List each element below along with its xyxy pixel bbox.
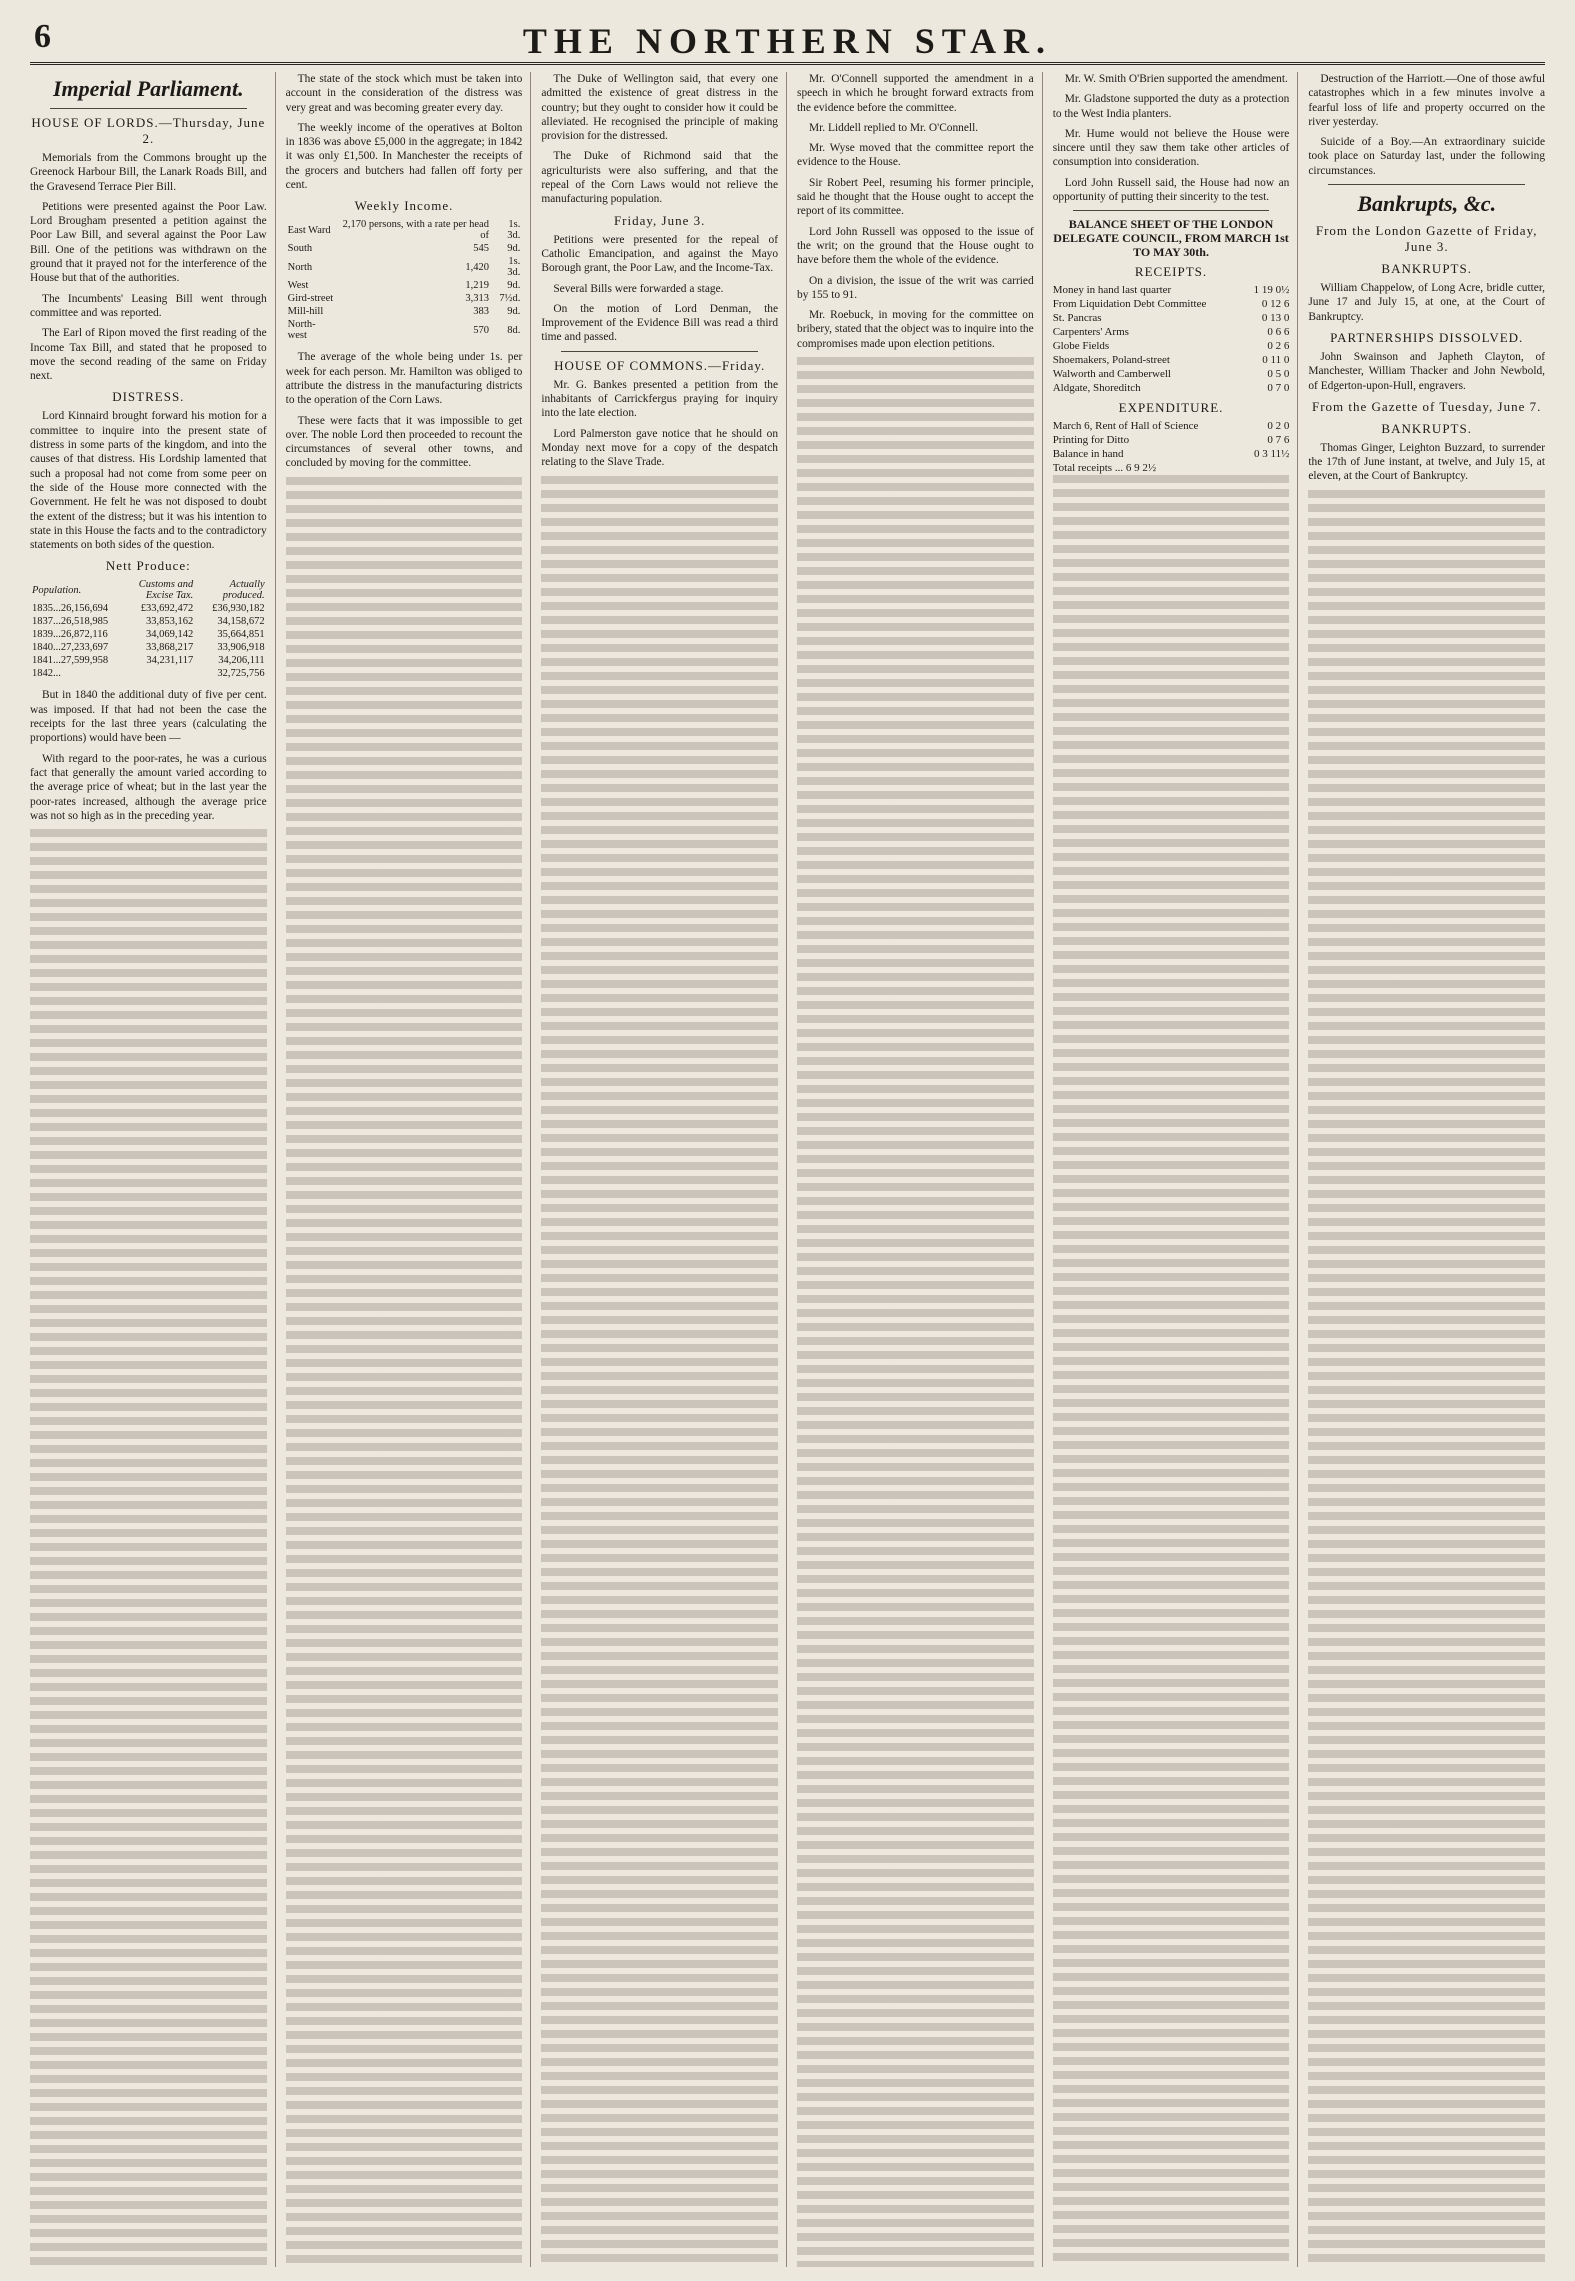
table-row <box>286 318 523 342</box>
table-row <box>286 242 523 255</box>
list-item <box>1053 447 1290 461</box>
list-item <box>1053 353 1290 367</box>
column-2 <box>286 72 532 2267</box>
cell: 1835...26,156,694 <box>32 603 109 615</box>
paragraph: On the motion of Lord Denman, the Improvement of the Evidence Bill was read a third time and passed. <box>541 302 779 344</box>
list-item <box>1053 339 1290 353</box>
cell: 9d. <box>507 280 521 292</box>
list-item <box>1053 419 1290 433</box>
paragraph: William Chappelow, of Long Acre, bridle cutter, June 17 and July 15, at one, at the Court of Bankruptcy. <box>1308 282 1546 323</box>
text-body <box>286 477 523 2267</box>
expenditure-heading: EXPENDITURE. <box>1118 400 1224 416</box>
item-label: March 6, Rent of Hall of Science <box>1052 420 1199 433</box>
wards-table <box>286 218 523 342</box>
cell: 3,313 <box>465 293 489 305</box>
cell: East Ward <box>287 224 331 236</box>
paragraph: Lord Kinnaird brought forward his motion for a committee to inquire into the present state of distress in some parts of the kingdom, and into the causes of that distress. His Lordship lamented that such a proposal had not come from some peer on the side of the House more connected with the Government. He felt he was not disposed to doubt the extent of the distress; but it was his intention to state in this House the facts and to the contradictory statements on both sides of the question. <box>30 410 267 552</box>
divider <box>1073 210 1270 211</box>
item-label: Globe Fields <box>1052 340 1110 353</box>
column-1 <box>30 72 276 2267</box>
list-item <box>1053 325 1290 339</box>
item-label: From Liquidation Debt Committee <box>1052 298 1207 311</box>
paragraph: The average of the whole being under 1s. per week for each person. Mr. Hamilton was obliged to attribute the distress in the manufacturing districts to the operation of the Corn Laws. <box>285 351 523 407</box>
cell: 2,170 persons, with a rate per head of <box>342 219 489 242</box>
cell: 33,853,162 <box>146 616 194 628</box>
divider <box>561 351 758 352</box>
item-amount: 0 11 0 <box>1262 354 1290 367</box>
item-label: Balance in hand <box>1052 448 1124 461</box>
paragraph: Mr. Hume would not believe the House were sincere until they saw them take other articles of consumption into consideration. <box>1052 127 1290 169</box>
item-amount: 0 6 6 <box>1267 326 1290 339</box>
table-row <box>30 654 267 667</box>
column-4 <box>797 72 1043 2267</box>
cell: 34,231,117 <box>146 655 194 667</box>
cell: 33,906,918 <box>217 642 265 654</box>
table-header: Customs and Excise Tax. <box>138 579 194 602</box>
column-5 <box>1053 72 1299 2267</box>
cell: 34,069,142 <box>146 629 194 641</box>
cell: 1839...26,872,116 <box>32 629 108 641</box>
text-body <box>1053 475 1290 2267</box>
paragraph: Mr. Wyse moved that the committee report the evidence to the House. <box>797 142 1034 169</box>
table-row <box>30 602 267 615</box>
item-label: Aldgate, Shoreditch <box>1052 382 1141 395</box>
column-6 <box>1308 72 1545 2267</box>
item-label: Printing for Ditto <box>1052 434 1130 447</box>
item-amount: 0 3 11½ <box>1254 448 1290 461</box>
cell: 1,219 <box>465 280 489 292</box>
cell: 8d. <box>507 324 521 336</box>
list-item <box>1053 297 1290 311</box>
section-title: Imperial Parliament. <box>52 76 244 101</box>
paragraph: Destruction of the Harriott.—One of those awful catastrophes which in a few minutes involve a fearful loss of life and property occurred on the river yesterday. <box>1308 73 1546 128</box>
item-amount: 0 12 6 <box>1261 298 1290 311</box>
columns <box>30 72 1545 2267</box>
cell: 1s. 3d. <box>507 219 521 242</box>
cell <box>110 667 195 680</box>
list-item <box>1053 381 1290 395</box>
text-body <box>797 357 1034 2267</box>
bankrupts-heading: BANKRUPTS. <box>1381 261 1472 277</box>
table-row <box>286 279 523 292</box>
table-header: Population. <box>32 584 82 596</box>
cell: 1842... <box>32 668 61 680</box>
item-amount: 0 2 6 <box>1267 340 1290 353</box>
cell: 7½d. <box>499 293 521 305</box>
cell: 570 <box>473 324 489 336</box>
table-row <box>286 292 523 305</box>
cell: 1837...26,518,985 <box>32 616 109 628</box>
paragraph: Sir Robert Peel, resuming his former principle, said he thought that the House ought to accept the report of its committee. <box>797 176 1034 218</box>
paragraph: Mr. O'Connell supported the amendment in a speech in which he brought forward extracts from the evidence before the committee. <box>797 73 1034 114</box>
cell: North-west <box>287 319 316 342</box>
paragraph: Mr. Roebuck, in moving for the committee on bribery, stated that the object was to inquire into the compromises made upon election petitions. <box>797 309 1034 350</box>
text-body <box>30 829 267 2267</box>
cell: £33,692,472 <box>140 603 194 615</box>
paragraph: Lord Palmerston gave notice that he should on Monday next move for a copy of the despatch relating to the Slave Trade. <box>541 427 779 469</box>
text-body <box>1308 490 1545 2267</box>
cell: 383 <box>473 306 489 318</box>
table-row <box>286 305 523 318</box>
paragraph: Lord John Russell said, the House had now an opportunity of putting their sincerity to the test. <box>1052 176 1290 204</box>
cell: North <box>287 261 313 273</box>
column-3 <box>541 72 787 2267</box>
paragraph: Suicide of a Boy.—An extraordinary suicide took place on Saturday last, under the following circumstances. <box>1308 136 1546 177</box>
divider <box>1328 184 1525 185</box>
item-label: Money in hand last quarter <box>1052 284 1172 297</box>
bankrupts-heading: BANKRUPTS. <box>1381 420 1472 436</box>
cell: £36,930,182 <box>212 603 265 615</box>
item-label: St. Pancras <box>1052 312 1102 325</box>
cell: West <box>287 280 309 292</box>
page-number: 6 <box>34 18 51 55</box>
cell: 1840...27,233,697 <box>32 642 109 654</box>
house-heading: HOUSE OF LORDS.—Thursday, June 2. <box>31 115 266 146</box>
balance-sheet-title: BALANCE SHEET OF THE LONDON DELEGATE COUNCIL, FROM MARCH 1st TO MAY 30th. <box>1053 217 1289 260</box>
distress-heading: DISTRESS. <box>112 389 185 405</box>
paragraph: Mr. Liddell replied to Mr. O'Connell. <box>809 121 979 134</box>
item-label: Walworth and Camberwell <box>1052 368 1171 381</box>
item-label: Carpenters' Arms <box>1052 326 1129 339</box>
item-amount: 0 5 0 <box>1267 368 1290 381</box>
paragraph: Petitions were presented against the Poor Law. Lord Brougham presented a petition against the Poor Law Bill, and several against the Poor Law Bill. One of the petitions was withdrawn on the ground that it prayed not for the interference of the House but that of the authorities. <box>30 200 267 285</box>
item-amount: 0 13 0 <box>1261 312 1290 325</box>
text-body <box>541 476 778 2267</box>
item-amount: 0 2 0 <box>1267 420 1290 433</box>
cell: 9d. <box>507 243 521 255</box>
paragraph: On a division, the issue of the writ was carried by 155 to 91. <box>797 274 1034 301</box>
paragraph: Thomas Ginger, Leighton Buzzard, to surrender the 17th of June instant, at twelve, and July 15, at eleven, at the Court of Bankruptcy. <box>1308 441 1546 483</box>
cell: 1841...27,599,958 <box>32 655 109 667</box>
table-caption: Weekly Income. <box>354 198 454 214</box>
item-amount: 1 19 0½ <box>1253 284 1290 297</box>
paragraph: The Duke of Wellington said, that every one admitted the existence of great distress in the country; but they ought to consider how it could be alleviated. He recognised the principle of making provision for the distressed. <box>541 73 779 143</box>
receipts-heading: RECEIPTS. <box>1134 264 1208 280</box>
partnerships-heading: PARTNERSHIPS DISSOLVED. <box>1330 329 1524 345</box>
cell: South <box>287 243 313 255</box>
paragraph: The Earl of Ripon moved the first reading of the Income Tax Bill, and stated that he proposed to move the second reading of the same on Friday next. <box>30 327 267 383</box>
paragraph: Mr. Gladstone supported the duty as a protection to the West India planters. <box>1052 93 1290 120</box>
revenue-table <box>30 578 267 680</box>
paragraph: With regard to the poor-rates, he was a curious fact that generally the amount varied according to the average price of wheat; but in the last year the poor-rates increased, although the average price was not so high as in the preceding year. <box>30 752 267 822</box>
date-heading: Friday, June 3. <box>613 212 706 228</box>
list-item <box>1053 283 1290 297</box>
paragraph: Lord John Russell was opposed to the issue of the writ; on the ground that the House ought to have before them the whole of the evidence. <box>797 225 1034 267</box>
table-row <box>30 615 267 628</box>
paragraph: But in 1840 the additional duty of five per cent. was imposed. If that had not been the case the receipts for the last three years (calculating the proportions) would have been — <box>30 689 267 745</box>
table-caption: Nett Produce: <box>105 558 191 574</box>
paragraph: Memorials from the Commons brought up the Greenock Harbour Bill, the Lanark Roads Bill, and the Gravesend Terrace Pier Bill. <box>30 152 267 193</box>
paragraph: John Swainson and Japheth Clayton, of Manchester, William Thacker and John Newbold, of Edgerton-upon-Hull, engravers. <box>1308 350 1546 392</box>
paragraph: Petitions were presented for the repeal of Catholic Emancipation, and against the Mayo Borough grant, the Poor Law, and the Income-Tax. <box>541 233 779 275</box>
cell: 9d. <box>507 306 521 318</box>
table-row <box>30 667 267 680</box>
cell: 33,868,217 <box>146 642 194 654</box>
paragraph: Mr. G. Bankes presented a petition from the inhabitants of Carrickfergus praying for inquiry into the late election. <box>541 378 779 420</box>
paragraph: These were facts that it was impossible to get over. The noble Lord then proceeded to recount the circumstances of several other towns, and concluded by moving for the committee. <box>285 414 523 470</box>
house-heading: HOUSE OF COMMONS.—Friday. <box>554 357 766 373</box>
paragraph: The Incumbents' Leasing Bill went through committee and was reported. <box>30 292 267 319</box>
cell: 35,664,851 <box>217 629 265 641</box>
divider <box>50 108 247 109</box>
newspaper-title: THE NORTHERN STAR. <box>522 21 1053 61</box>
paragraph: The state of the stock which must be taken into account in the consideration of the distress was very great and was becoming greater every day. <box>285 73 523 114</box>
cell: 32,725,756 <box>217 668 265 680</box>
list-item <box>1053 433 1290 447</box>
item-amount: 0 7 6 <box>1267 434 1290 447</box>
gazette-line: From the London Gazette of Friday, June 3. <box>1315 223 1538 255</box>
table-row <box>286 255 523 279</box>
cell: 34,158,672 <box>217 616 265 628</box>
gazette-line: From the Gazette of Tuesday, June 7. <box>1311 398 1542 414</box>
cell: 1,420 <box>465 261 489 273</box>
paragraph: The Duke of Richmond said that the agriculturists were also suffering, and that the repeal of the Corn Laws would not relieve the manufacturing population. <box>541 150 779 206</box>
item-amount: 0 7 0 <box>1267 382 1290 395</box>
list-item <box>1053 311 1290 325</box>
balance-sheet <box>1053 217 1290 475</box>
list-item <box>1053 367 1290 381</box>
total-receipts: Total receipts ... 6 9 2½ <box>1052 462 1157 475</box>
cell: Mill-hill <box>287 306 324 318</box>
table-row <box>286 218 523 242</box>
cell: Gird-street <box>287 293 334 305</box>
bankrupts-title: Bankrupts, &c. <box>1357 191 1497 217</box>
item-label: Shoemakers, Poland-street <box>1052 354 1170 367</box>
paragraph: Several Bills were forwarded a stage. <box>553 282 724 295</box>
table-row <box>30 641 267 654</box>
table-row <box>30 628 267 641</box>
paragraph: The weekly income of the operatives at Bolton in 1836 was above £5,000 in the aggregate; in 1842 it was only £1,500. In Manchester the receipts of the grocers and butchers had fallen off forty per cent. <box>285 121 523 192</box>
cell: 545 <box>473 243 489 255</box>
masthead <box>30 18 1545 65</box>
cell: 1s. 3d. <box>507 256 521 279</box>
table-header: Actually produced. <box>222 579 265 602</box>
paragraph: Mr. W. Smith O'Brien supported the amendment. <box>1064 73 1288 85</box>
cell: 34,206,111 <box>218 655 265 667</box>
